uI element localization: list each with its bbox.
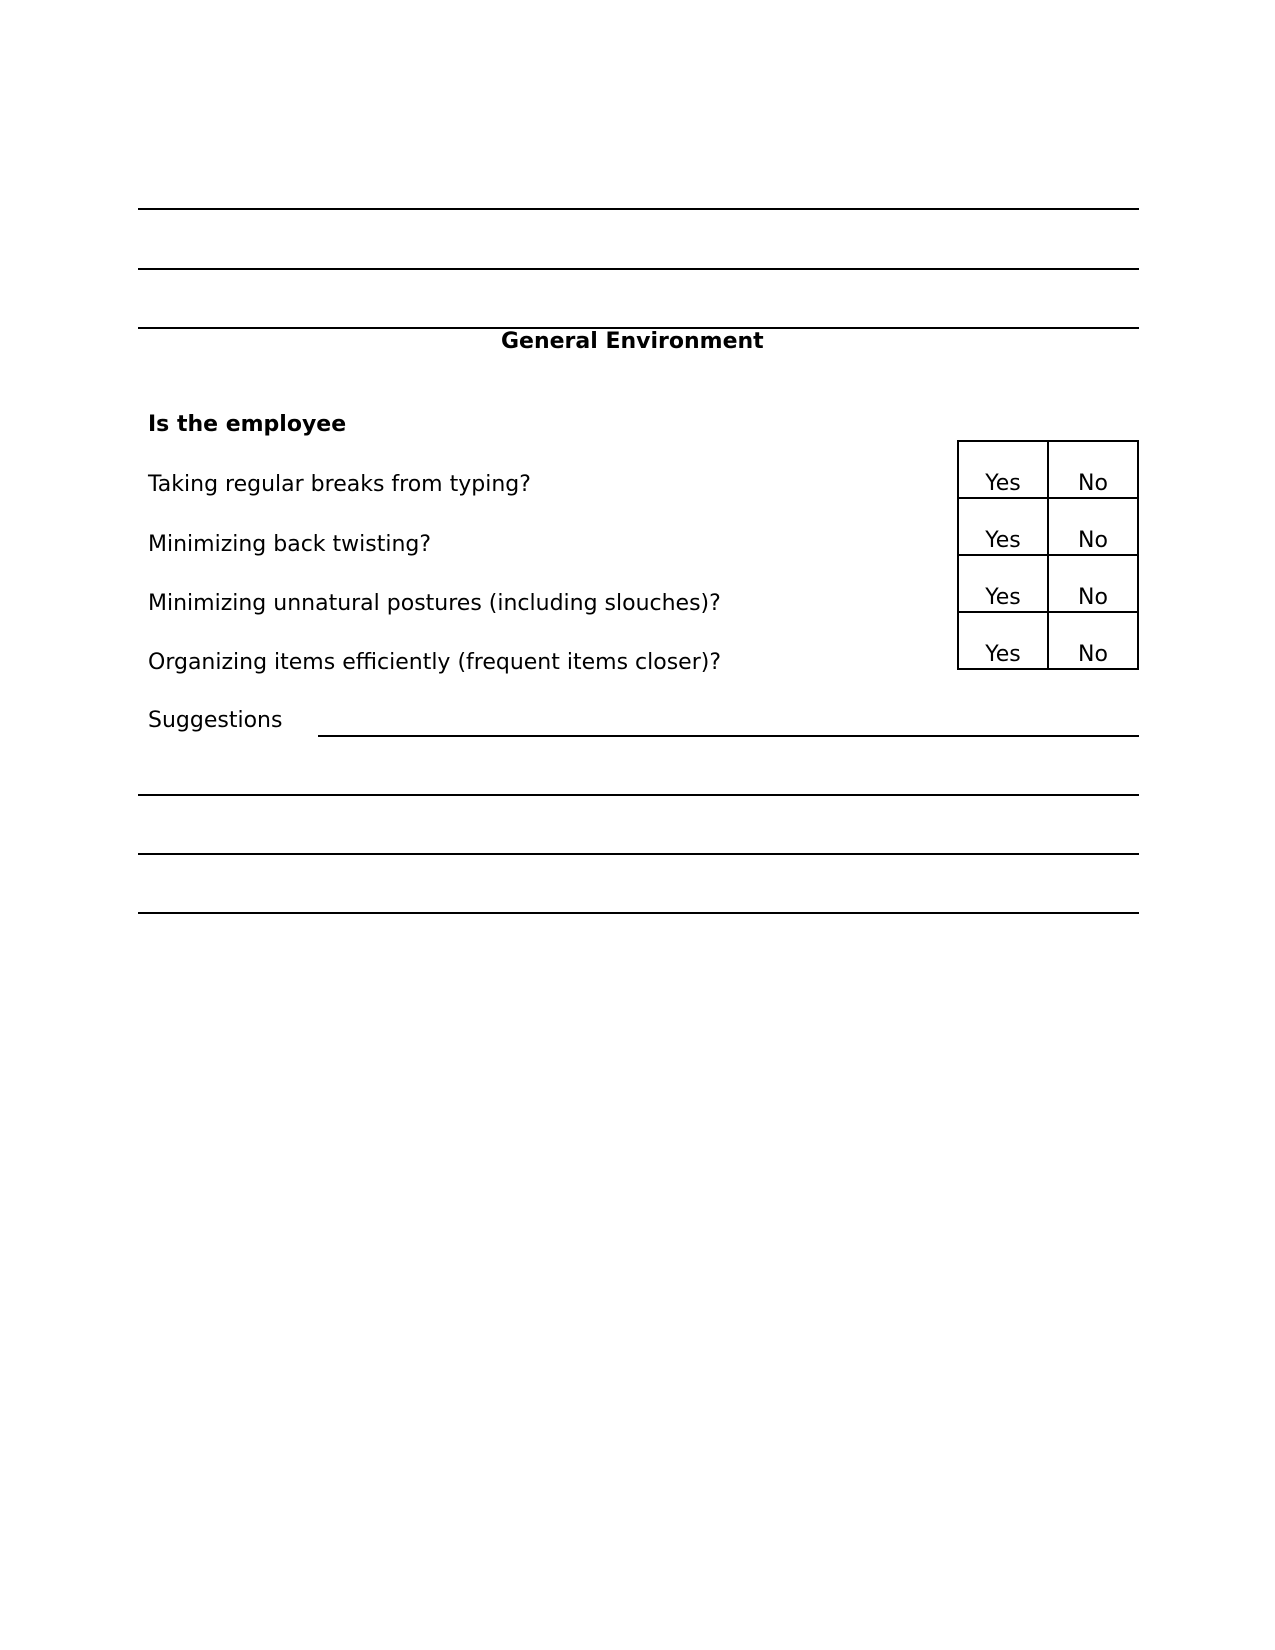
suggestions-line-1[interactable] <box>318 735 1139 737</box>
blank-line-2[interactable] <box>138 268 1139 270</box>
answer-row <box>958 498 1138 555</box>
no-option-3[interactable]: No <box>1048 555 1138 612</box>
yes-option-3[interactable]: Yes <box>958 555 1048 612</box>
no-option-2[interactable]: No <box>1048 498 1138 555</box>
question-3: Minimizing unnatural postures (including slouches)? <box>148 591 721 616</box>
yes-option-1[interactable]: Yes <box>958 441 1048 498</box>
suggestions-line-2[interactable] <box>138 794 1139 796</box>
question-1: Taking regular breaks from typing? <box>148 472 531 497</box>
question-2: Minimizing back twisting? <box>148 532 432 557</box>
no-option-1[interactable]: No <box>1048 441 1138 498</box>
answer-row <box>958 441 1138 498</box>
yes-option-4[interactable]: Yes <box>958 612 1048 669</box>
question-4: Organizing items efficiently (frequent items closer)? <box>148 650 721 675</box>
suggestions-label: Suggestions <box>148 708 283 733</box>
suggestions-line-4[interactable] <box>138 912 1139 914</box>
no-option-4[interactable]: No <box>1048 612 1138 669</box>
blank-line-1[interactable] <box>138 208 1139 210</box>
prompt-heading: Is the employee <box>148 412 347 437</box>
yes-option-2[interactable]: Yes <box>958 498 1048 555</box>
section-title: General Environment <box>501 329 764 354</box>
answer-row <box>958 612 1138 669</box>
answer-row <box>958 555 1138 612</box>
answer-grid <box>957 440 1139 670</box>
suggestions-line-3[interactable] <box>138 853 1139 855</box>
